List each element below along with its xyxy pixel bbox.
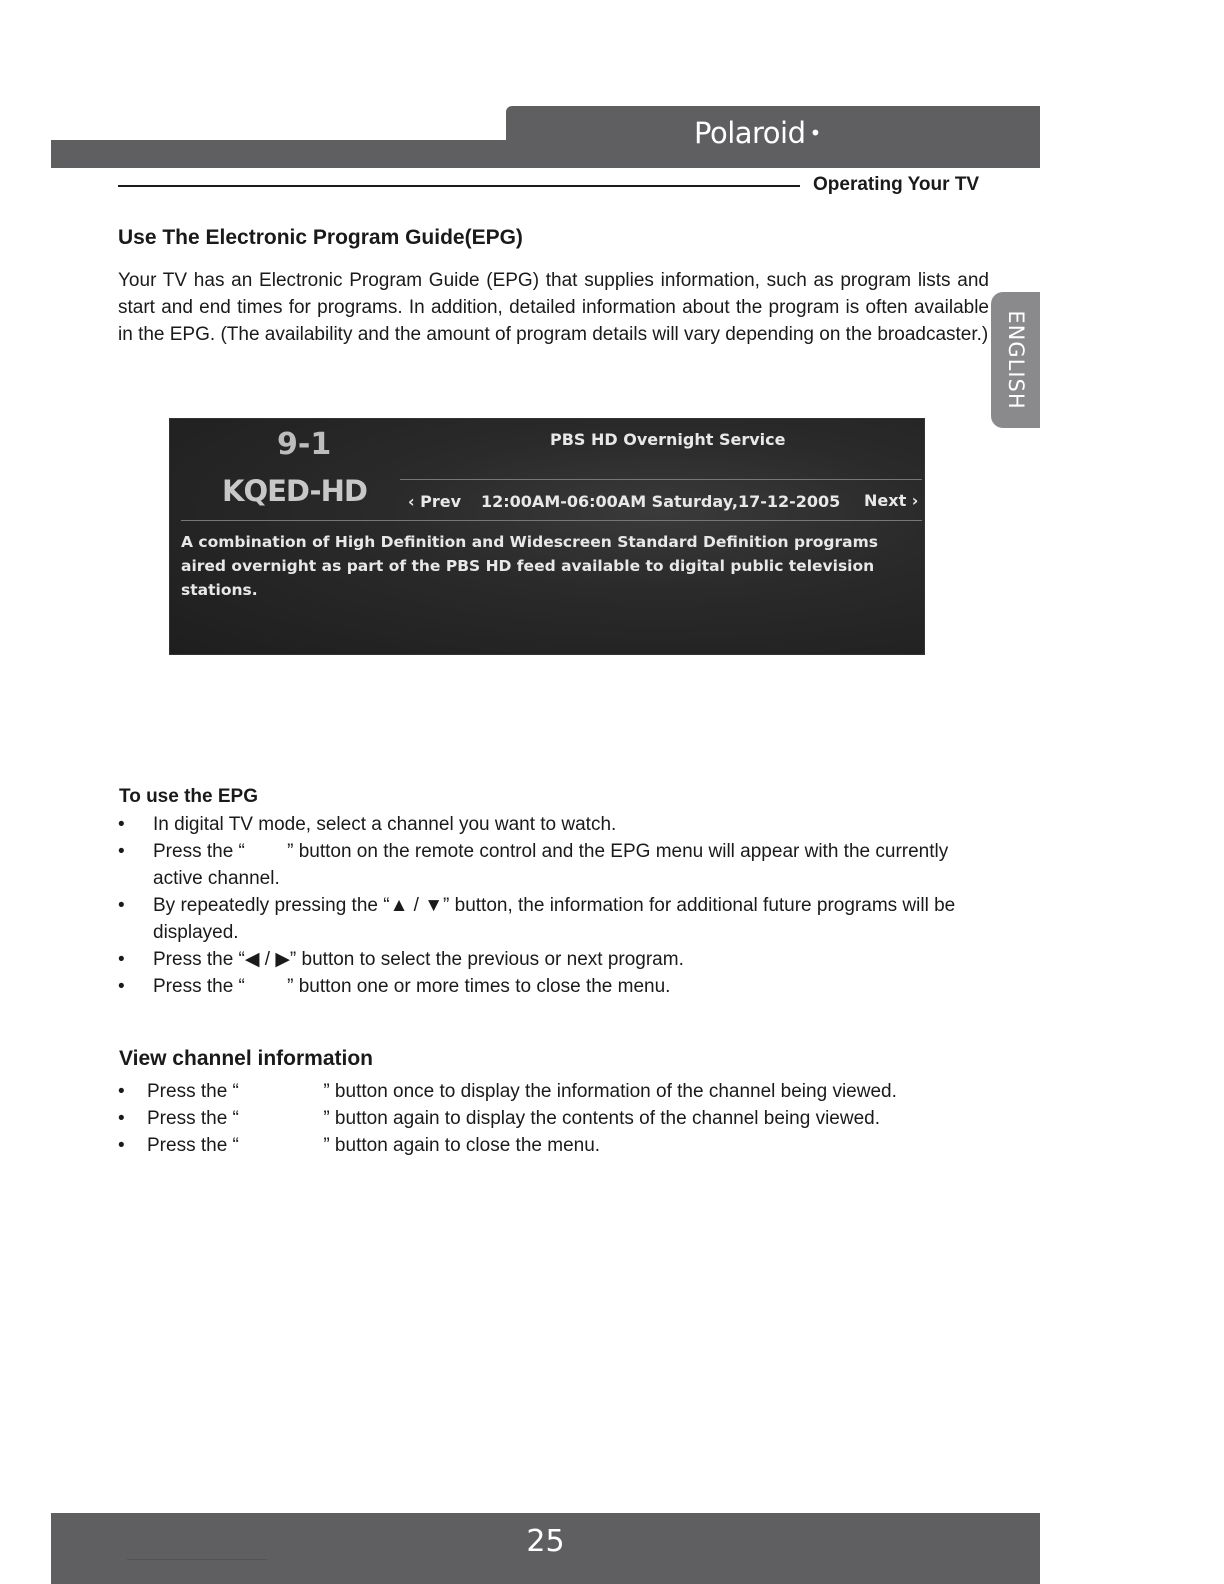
bullet: •: [118, 1108, 125, 1129]
list-item: [118, 1132, 990, 1159]
list-item-text: Press the “◀ / ▶” button to select the previous or next program.: [153, 949, 684, 970]
list-item-text: Press the “ ” button once to display the information of the channel being viewed.: [147, 1081, 897, 1102]
list-item-text: In digital TV mode, select a channel you want to watch.: [153, 814, 617, 835]
epg-program-title: PBS HD Overnight Service: [550, 430, 786, 449]
section-label: Operating Your TV: [813, 174, 980, 195]
list-item: [118, 1078, 990, 1105]
intro-paragraph: Your TV has an Electronic Program Guide (EPG) that supplies information, such as program lists and start and end times for programs. In addition, detailed information about the program is often available in the EPG. (The availability and the amount of program details will vary depending on the broadcaster.): [118, 270, 989, 345]
epg-divider-top: [400, 479, 922, 480]
footer-bar: [51, 1513, 1040, 1584]
epg-divider-bottom: [181, 520, 922, 521]
view-channel-heading: View channel information: [119, 1047, 373, 1070]
footer-link-underline[interactable]: [127, 1559, 267, 1560]
bullet: •: [118, 814, 125, 835]
list-item: [118, 1105, 990, 1132]
language-tab: [991, 292, 1040, 428]
epg-time: 12:00AM-06:00AM Saturday,17-12-2005: [481, 492, 841, 511]
epg-channel-name: KQED-HD: [222, 474, 367, 508]
list-item-text: Press the “ ” button on the remote control and the EPG menu will appear with the currently active channel.: [153, 841, 954, 889]
list-item-text: By repeatedly pressing the “▲ / ▼” button, the information for additional future programs will be displayed.: [153, 895, 961, 943]
page-number: 25: [526, 1524, 565, 1559]
bullet: •: [118, 1135, 125, 1156]
list-item: [118, 973, 990, 1000]
epg-prev: ‹ Prev: [408, 492, 462, 511]
epg-screenshot: [169, 418, 925, 655]
page-title: Use The Electronic Program Guide(EPG): [118, 226, 523, 249]
brand-name: Polaroid: [694, 116, 806, 150]
epg-description: A combination of High Definition and Widescreen Standard Definition programs aired overnight as part of the PBS HD feed available to digital public television stations.: [181, 533, 878, 599]
brand-logo: [694, 116, 821, 150]
section-rule: [118, 185, 800, 187]
to-use-list: [118, 811, 990, 1000]
epg-channel-number: 9-1: [277, 427, 332, 462]
list-item: [118, 946, 990, 973]
bullet: •: [118, 976, 125, 997]
brand-dot: •: [809, 121, 821, 145]
view-channel-list: [118, 1078, 990, 1159]
bullet: •: [118, 841, 125, 862]
header-notch: [51, 106, 506, 140]
bullet: •: [118, 895, 125, 916]
list-item-text: Press the “ ” button again to close the menu.: [147, 1135, 601, 1156]
list-item-text: Press the “ ” button again to display the contents of the channel being viewed.: [147, 1108, 880, 1129]
bullet: •: [118, 949, 125, 970]
list-item: [118, 811, 990, 838]
epg-next: Next ›: [864, 491, 919, 510]
to-use-heading: To use the EPG: [119, 786, 259, 807]
language-tab-label: ENGLISH: [1003, 310, 1028, 410]
list-item: [118, 892, 990, 946]
bullet: •: [118, 1081, 125, 1102]
list-item: [118, 838, 990, 892]
list-item-text: Press the “ ” button one or more times to close the menu.: [153, 976, 671, 997]
